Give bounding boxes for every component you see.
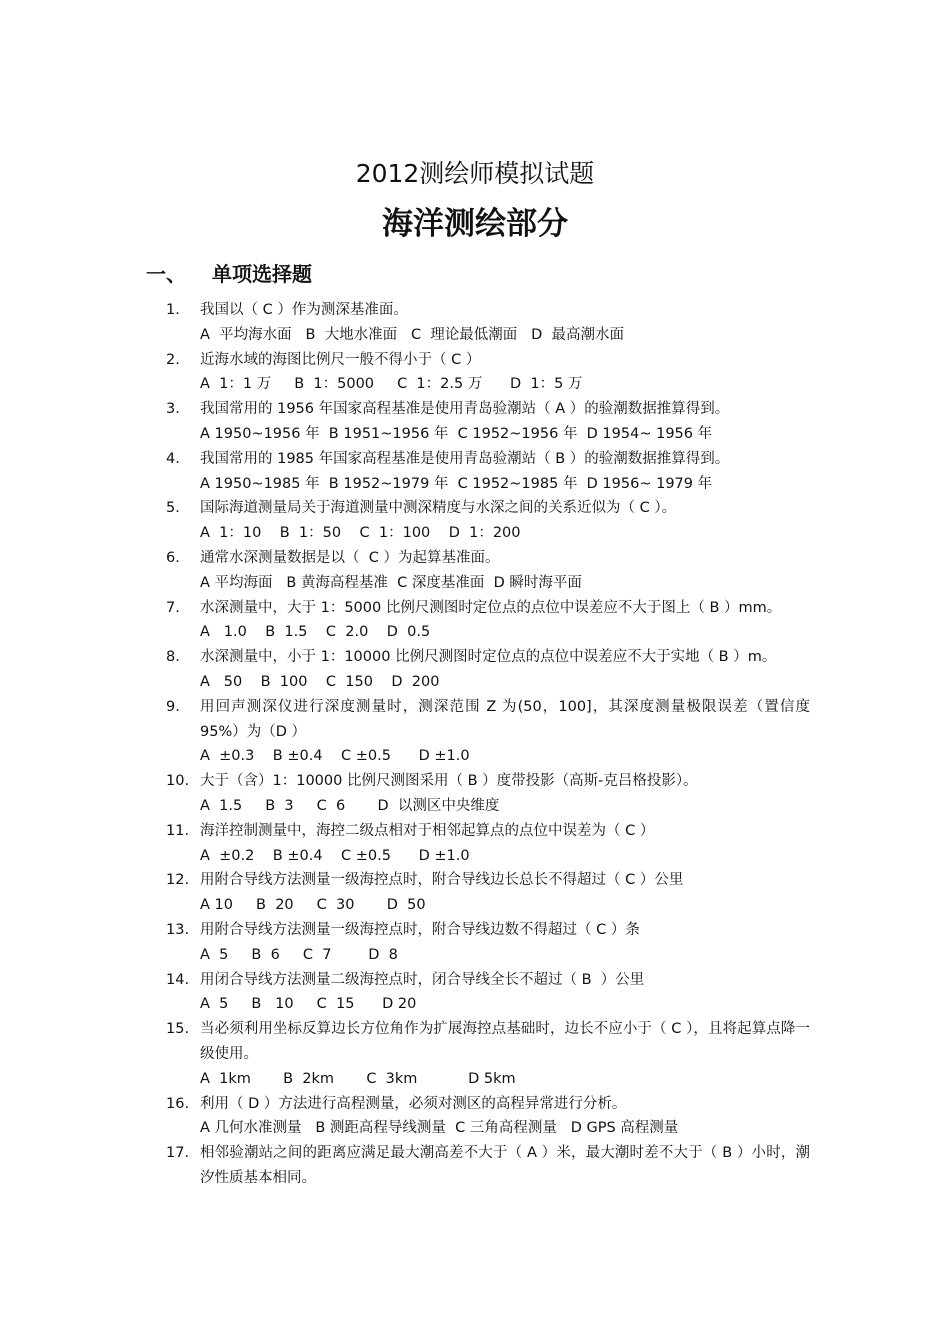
question-number: 17. xyxy=(166,1145,190,1162)
question-text: 水深测量中，大于 1：5000 比例尺测图时定位点的点位中误差应不大于图上（ B ）mm。 xyxy=(200,599,782,616)
question-text: 近海水域的海图比例尺一般不得小于（ C ） xyxy=(200,351,481,368)
question-item xyxy=(0,596,950,646)
question-item xyxy=(0,819,950,869)
question-options: A 5 B 6 C 7 D 8 xyxy=(200,946,398,963)
question-item xyxy=(0,968,950,1018)
question-item xyxy=(0,1092,950,1142)
question-number: 6. xyxy=(166,549,180,566)
question-number: 13. xyxy=(166,921,190,938)
question-number: 14. xyxy=(166,971,190,988)
question-options: A 50 B 100 C 150 D 200 xyxy=(200,673,440,690)
question-number: 1. xyxy=(166,302,180,318)
question-options: A 1950~1956 年 B 1951~1956 年 C 1952~1956 年 D 1954~ 1956 年 xyxy=(200,425,713,442)
question-options: A 1：10 B 1：50 C 1：100 D 1：200 xyxy=(200,525,521,542)
question-text: 海洋控制测量中，海控二级点相对于相邻起算点的点位中误差为（ C ） xyxy=(200,822,655,839)
section-heading xyxy=(146,260,312,288)
question-text: 用闭合导线方法测量二级海控点时，闭合导线全长不超过（ B ）公里 xyxy=(200,971,645,988)
question-item xyxy=(0,348,950,398)
question-options: A 几何水准测量 B 测距高程导线测量 C 三角高程测量 D GPS 高程测量 xyxy=(200,1120,679,1137)
question-text: 大于（含）1：10000 比例尺测图采用（ B ）度带投影（高斯-克吕格投影）。 xyxy=(200,773,698,790)
question-item xyxy=(0,918,950,968)
question-number: 11. xyxy=(166,822,190,839)
question-options: A 1.0 B 1.5 C 2.0 D 0.5 xyxy=(200,624,431,641)
question-text: 通常水深测量数据是以（ C ）为起算基准面。 xyxy=(200,549,500,566)
question-number: 16. xyxy=(166,1095,190,1112)
question-item xyxy=(0,1017,950,1091)
question-options: A ±0.2 B ±0.4 C ±0.5 D ±1.0 xyxy=(200,847,470,864)
question-number: 10. xyxy=(166,773,190,790)
question-text: 用附合导线方法测量一级海控点时，附合导线边长总长不得超过（ C ）公里 xyxy=(200,872,684,889)
question-text: 国际海道测量局关于海道测量中测深精度与水深之间的关系近似为（ C ）。 xyxy=(200,500,677,517)
question-text: 我国常用的 1956 年国家高程基准是使用青岛验潮站（ A ）的验潮数据推算得到。 xyxy=(200,401,730,418)
question-number: 8. xyxy=(166,649,180,666)
question-number: 3. xyxy=(166,401,180,418)
question-number: 2. xyxy=(166,351,180,368)
question-options: A 平均海面 B 黄海高程基准 C 深度基准面 D 瞬时海平面 xyxy=(200,574,582,591)
question-item xyxy=(0,397,950,447)
document-subtitle: 海洋测绘部分 xyxy=(382,206,568,242)
section-label: 单项选择题 xyxy=(212,262,312,286)
question-text: 用附合导线方法测量一级海控点时，附合导线边数不得超过（ C ）条 xyxy=(200,921,640,938)
question-number: 15. xyxy=(166,1021,190,1038)
question-item xyxy=(0,695,950,769)
question-text: 相邻验潮站之间的距离应满足最大潮高差不大于（ A ）米，最大潮时差不大于（ B ）小时，潮汐性质基本相同。 xyxy=(200,1145,810,1186)
document-title: 2012测绘师模拟试题 xyxy=(355,159,595,188)
question-options: A 10 B 20 C 30 D 50 xyxy=(200,897,426,914)
question-text: 用回声测深仪进行深度测量时，测深范围 Z 为(50，100]，其深度测量极限误差（置信度 95%）为（D ） xyxy=(200,698,815,740)
question-options: A ±0.3 B ±0.4 C ±0.5 D ±1.0 xyxy=(200,748,470,765)
question-options: A 1km B 2km C 3km D 5km xyxy=(200,1070,516,1087)
question-number: 4. xyxy=(166,450,180,467)
question-number: 5. xyxy=(166,500,180,517)
question-options: A 平均海水面 B 大地水准面 C 理论最低潮面 D 最高潮水面 xyxy=(200,326,625,343)
question-item xyxy=(0,645,950,695)
question-number: 9. xyxy=(166,698,180,715)
question-options: A 1950~1985 年 B 1952~1979 年 C 1952~1985 年 D 1956~ 1979 年 xyxy=(200,475,713,492)
question-options: A 1：1 万 B 1：5000 C 1：2.5 万 D 1：5 万 xyxy=(200,376,583,393)
question-number: 12. xyxy=(166,872,190,889)
question-options: A 1.5 B 3 C 6 D 以测区中央维度 xyxy=(200,797,500,814)
question-text: 水深测量中，小于 1：10000 比例尺测图时定位点的点位中误差应不大于实地（ B ）m。 xyxy=(200,649,777,666)
question-text: 我国常用的 1985 年国家高程基准是使用青岛验潮站（ B ）的验潮数据推算得到。 xyxy=(200,450,730,467)
question-item xyxy=(0,868,950,918)
question-options: A 5 B 10 C 15 D 20 xyxy=(200,996,417,1013)
question-text: 利用（ D ）方法进行高程测量，必须对测区的高程异常进行分析。 xyxy=(200,1095,627,1112)
question-list xyxy=(0,298,950,1191)
question-text: 我国以（ C ）作为测深基准面。 xyxy=(200,302,408,318)
question-item xyxy=(0,447,950,497)
question-item xyxy=(0,298,950,348)
question-number: 7. xyxy=(166,599,180,616)
question-item xyxy=(0,1141,950,1191)
question-text: 当必须利用坐标反算边长方位角作为扩展海控点基础时，边长不应小于（ C ），且将起算点降一级使用。 xyxy=(200,1021,810,1062)
question-item xyxy=(0,496,950,546)
section-number: 一、 xyxy=(146,262,186,286)
question-item xyxy=(0,546,950,596)
question-item xyxy=(0,769,950,819)
